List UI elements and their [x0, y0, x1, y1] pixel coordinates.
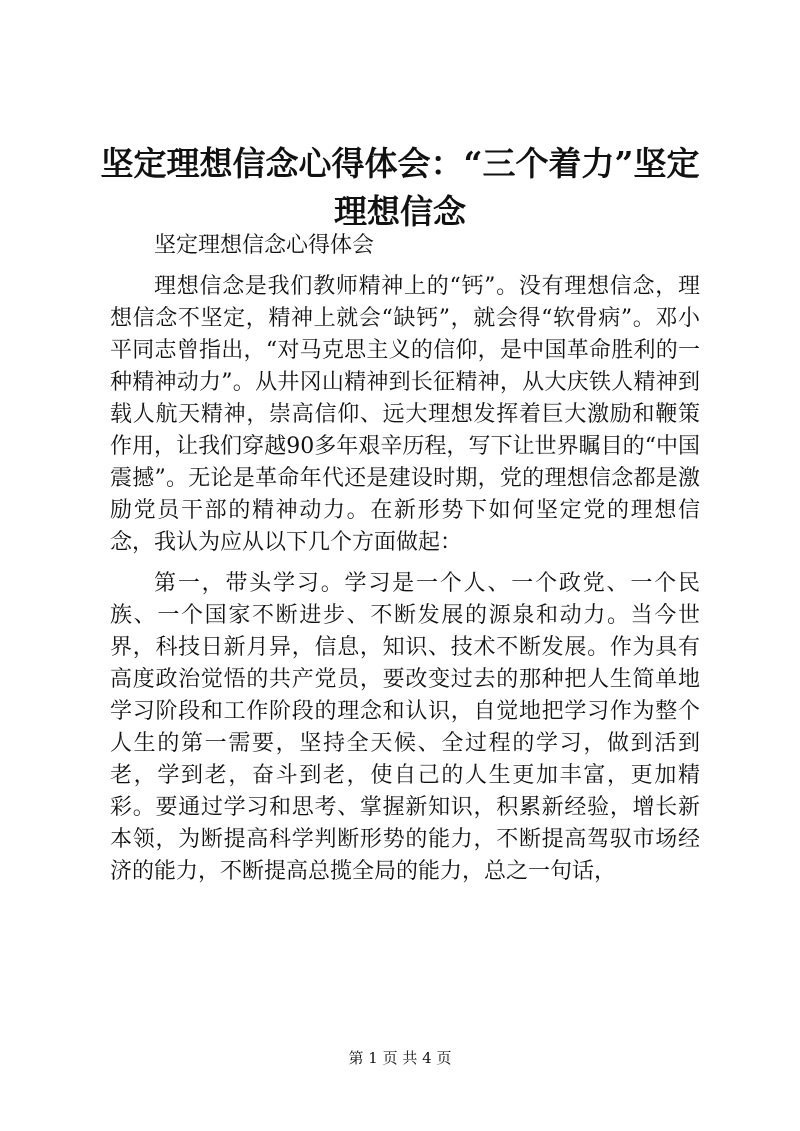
page-footer: 第 1 页 共 4 页 [348, 1049, 452, 1067]
paragraph-first-point: 第一，带头学习。学习是一个人、一个政党、一个民族、一个国家不断进步、不断发展的源泉和动力。当今世界，科技日新月异，信息，知识、技术不断发展。作为具有高度政治觉悟的共产党员，要改变过去的那种把人生简单地学习阶段和工作阶段的理念和认识，自觉地把学习作为整个人生的第一需要，坚持全天候、全过程的学习，做到活到老，学到老，奋斗到老，使自己的人生更加丰富，更加精彩。要通过学习和思考、掌握新知识，积累新经验，增长新本领，为断提高科学判断形势的能力，不断提高驾驭市场经济的能力，不断提高总揽全局的能力，总之一句话， [110, 571, 700, 884]
paragraph-intro: 理想信念是我们教师精神上的“钙”。没有理想信念，理想信念不坚定，精神上就会“缺钙”，就会得“软骨病”。邓小平同志曾指出，“对马克思主义的信仰，是中国革命胜利的一种精神动力”。从井冈山精神到长征精神，从大庆铁人精神到载人航天精神，崇高信仰、远大理想发挥着巨大激励和鞭策作用，让我们穿越90多年艰辛历程，写下让世界瞩目的“中国震撼”。无论是革命年代还是建设时期，党的理想信念都是激励党员干部的精神动力。在新形势下如何坚定党的理想信念，我认为应从以下几个方面做起： [110, 274, 700, 555]
document-title: 坚定理想信念心得体会：“三个着力”坚定理想信念 [100, 144, 700, 231]
paragraph-subtitle: 坚定理想信念心得体会 [154, 233, 375, 258]
document-body [110, 230, 700, 897]
